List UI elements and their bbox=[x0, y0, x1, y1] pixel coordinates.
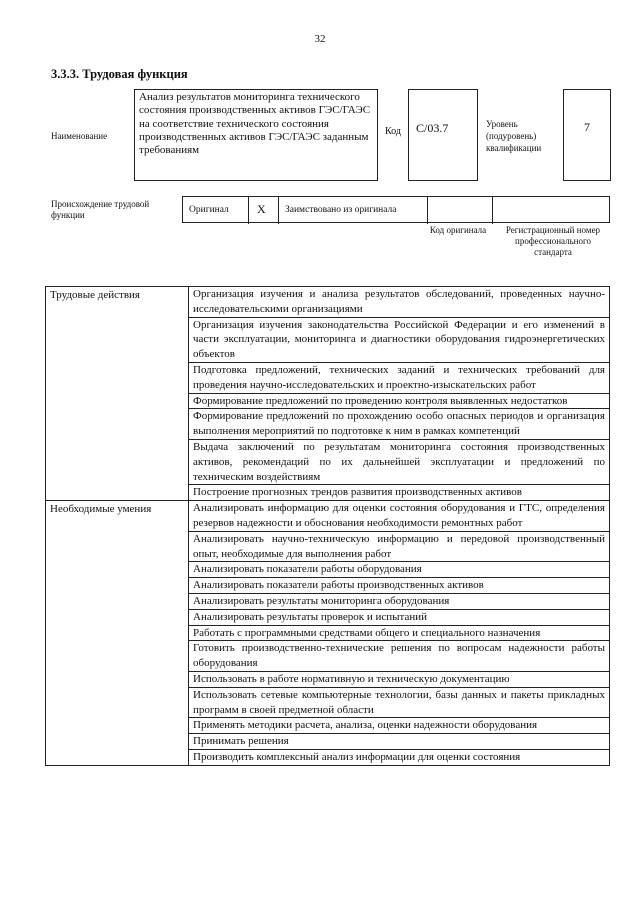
skill-item: Применять методики расчета, анализа, оценки надежности оборудования bbox=[189, 718, 610, 734]
level-label: Уровень (подуровень) квалификации bbox=[486, 119, 542, 153]
labor-action-item: Выдача заключений по результатам мониторинга состояния производственных активов, рекомендаций по их дальнейшей эксплуатации и предложений по техническим воздействиям bbox=[189, 439, 610, 484]
origin-label: Происхождение трудовой функции bbox=[51, 199, 150, 220]
code-original-label: Код оригинала bbox=[429, 225, 487, 235]
skill-item: Готовить производственно-технические решения по вопросам надежности работы оборудования bbox=[189, 641, 610, 672]
table-row bbox=[46, 501, 610, 532]
skill-item: Анализировать показатели работы оборудования bbox=[189, 562, 610, 578]
code-value: C/03.7 bbox=[408, 89, 478, 181]
origin-reg-cell bbox=[493, 197, 609, 224]
skill-item: Анализировать научно-техническую информацию и передовой производственный опыт, необходимые для выполнения работ bbox=[189, 531, 610, 562]
labor-action-item: Формирование предложений по проведению контроля выявленных недостатков bbox=[189, 393, 610, 409]
page-number: 32 bbox=[314, 33, 326, 45]
function-table bbox=[45, 286, 610, 766]
labor-action-item: Формирование предложений по прохождению особо опасных периодов и организация выполнения мероприятий по подготовке к ним в рамках компетенций bbox=[189, 409, 610, 440]
origin-row bbox=[182, 196, 610, 223]
name-label: Наименование bbox=[51, 131, 108, 141]
section-title: 3.3.3. Трудовая функция bbox=[51, 67, 188, 81]
skill-group-label: Необходимые умения bbox=[46, 501, 189, 766]
labor-action-item: Организация изучения законодательства Российской Федерации и его изменений в части эксплуатации, мониторинга и диагностики оборудования гидроэнергетических объектов bbox=[189, 317, 610, 362]
origin-original: Оригинал bbox=[183, 197, 249, 224]
skill-item: Анализировать результаты проверок и испытаний bbox=[189, 609, 610, 625]
skill-item: Использовать сетевые компьютерные технологии, базы данных и пакеты прикладных программ в своей предметной области bbox=[189, 687, 610, 718]
level-value: 7 bbox=[563, 89, 611, 181]
skill-item: Производить комплексный анализ информации для оценки состояния bbox=[189, 749, 610, 765]
table-row bbox=[46, 287, 610, 318]
skill-item: Принимать решения bbox=[189, 734, 610, 750]
labor-action-group-label: Трудовые действия bbox=[46, 287, 189, 501]
labor-action-item: Подготовка предложений, технических заданий и технических требований для проведения научно-исследовательских и проектно-изыскательских работ bbox=[189, 362, 610, 393]
reg-number-label: Регистрационный номер профессионального стандарта bbox=[505, 225, 601, 257]
function-name: Анализ результатов мониторинга технического состояния производственных активов ГЭС/ГАЭС на соответствие технического состояния производственных активов ГЭС/ГАЭС заданным требованиям bbox=[134, 89, 378, 181]
labor-action-item: Построение прогнозных трендов развития производственных активов bbox=[189, 485, 610, 501]
skill-item: Работать с программными средствами общего и специального назначения bbox=[189, 625, 610, 641]
skill-item: Анализировать результаты мониторинга оборудования bbox=[189, 593, 610, 609]
skill-item: Анализировать информацию для оценки состояния оборудования и ГТС, определения резервов надежности и обоснования необходимости ремонтных работ bbox=[189, 501, 610, 532]
origin-mark: X bbox=[249, 197, 279, 224]
skill-item: Использовать в работе нормативную и техническую документацию bbox=[189, 671, 610, 687]
labor-action-item: Организация изучения и анализа результатов обследований, проведенных научно-исследовательскими организациями bbox=[189, 287, 610, 318]
origin-borrowed: Заимствовано из оригинала bbox=[279, 197, 428, 224]
code-label: Код bbox=[385, 126, 401, 137]
origin-code-cell bbox=[428, 197, 493, 224]
skill-item: Анализировать показатели работы производственных активов bbox=[189, 578, 610, 594]
